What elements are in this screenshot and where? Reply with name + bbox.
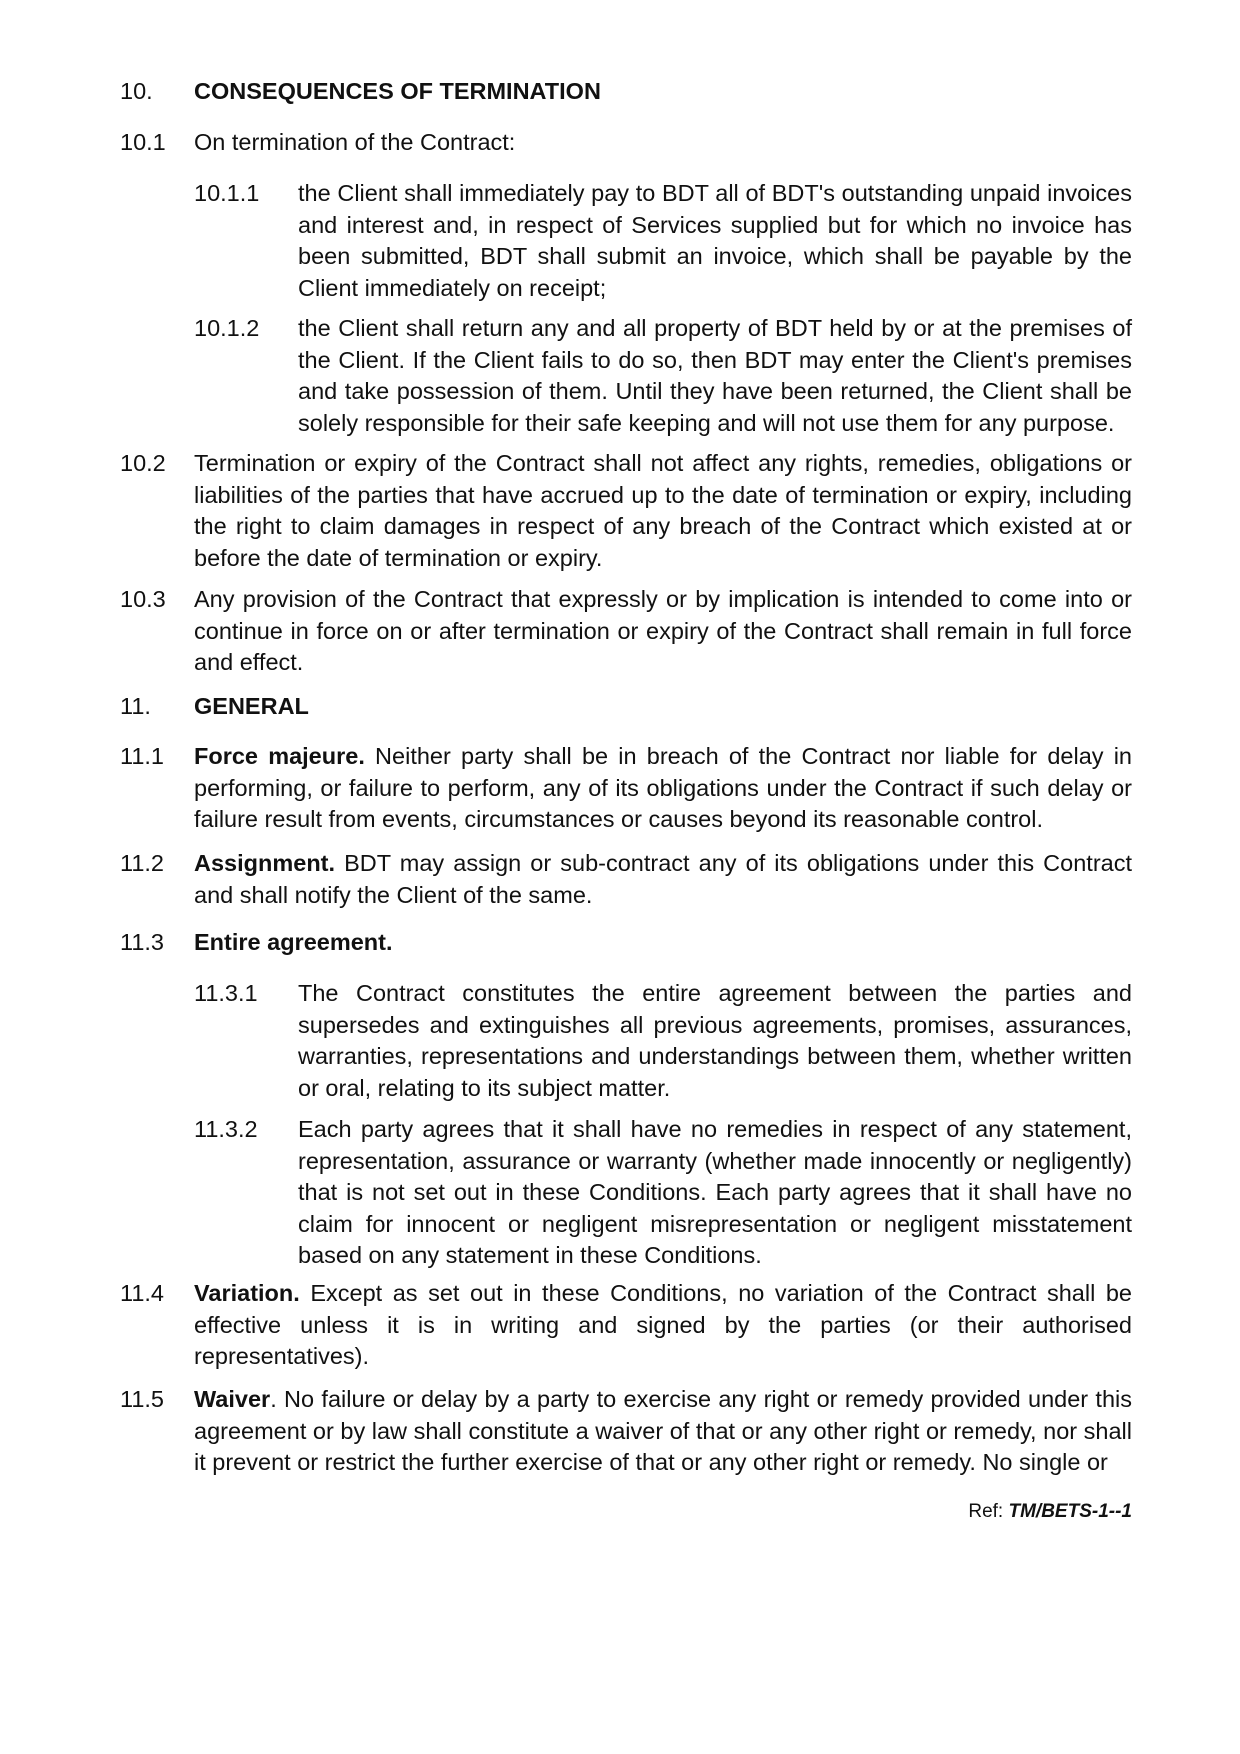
- clause-10-1: [120, 127, 1132, 159]
- clause-text: [194, 1384, 1132, 1479]
- clause-10-2: [120, 448, 1132, 574]
- section-number: 10.: [120, 78, 153, 104]
- clause-11-3: [120, 927, 1132, 959]
- clause-number: 10.3: [120, 586, 166, 612]
- clause-number: 11.3.2: [194, 1116, 258, 1142]
- footer-reference: [968, 1496, 1132, 1528]
- clause-body: Neither party shall be in breach of the Contract nor liable for delay in performing, or failure to perform, any of its obligations under the Contract if such delay or failure result from events, circumstances or causes beyond its reasonable control.: [194, 743, 1132, 832]
- clause-11-4: [120, 1278, 1132, 1373]
- clause-lead: Entire agreement.: [194, 929, 393, 955]
- section-title: CONSEQUENCES OF TERMINATION: [194, 78, 601, 104]
- clause-text: [194, 741, 1132, 836]
- clause-lead: Variation.: [194, 1280, 300, 1306]
- clause-text: Termination or expiry of the Contract shall not affect any rights, remedies, obligations or liabilities of the parties that have accrued up to the date of termination or expiry, including the right to claim damages in respect of any breach of the Contract which existed at or before the date of termination or expiry.: [194, 450, 1132, 571]
- ref-label: Ref:: [968, 1501, 1004, 1522]
- clause-number: 10.2: [120, 450, 166, 476]
- section-11-heading: [120, 691, 1132, 723]
- clause-number: 11.4: [120, 1280, 164, 1306]
- clause-lead: Force majeure.: [194, 743, 365, 769]
- clause-text: Any provision of the Contract that expressly or by implication is intended to come into or continue in force on or after termination or expiry of the Contract shall remain in full force and effect.: [194, 586, 1132, 675]
- clause-text: The Contract constitutes the entire agreement between the parties and supersedes and extinguishes all previous agreements, promises, assurances, warranties, representations and understandings between them, whether written or oral, relating to its subject matter.: [298, 980, 1132, 1101]
- clause-body: BDT may assign or sub-contract any of its obligations under this Contract and shall notify the Client of the same.: [194, 850, 1132, 908]
- ref-code: TM/BETS-1--1: [1008, 1501, 1132, 1522]
- clause-text: the Client shall immediately pay to BDT all of BDT's outstanding unpaid invoices and interest and, in respect of Services supplied but for which no invoice has been submitted, BDT shall submit an invoice, which shall be payable by the Client immediately on receipt;: [298, 180, 1132, 301]
- clause-number: 11.3: [120, 929, 164, 955]
- section-title: GENERAL: [194, 693, 309, 719]
- clause-number: 10.1.2: [194, 315, 260, 341]
- clause-lead: Assignment.: [194, 850, 336, 876]
- clause-text: [194, 927, 1132, 959]
- clause-body: . No failure or delay by a party to exercise any right or remedy provided under this agreement or by law shall constitute a waiver of that or any other right or remedy, nor shall it prevent or restrict the further exercise of that or any other right or remedy. No single or: [194, 1386, 1132, 1475]
- clause-11-5: [120, 1384, 1132, 1479]
- clause-number: 11.5: [120, 1386, 164, 1412]
- clause-number: 10.1: [120, 129, 166, 155]
- clause-10-1-2: [194, 313, 1132, 439]
- section-10-heading: [120, 76, 1132, 108]
- clause-10-3: [120, 584, 1132, 679]
- clause-lead: Waiver: [194, 1386, 271, 1412]
- clause-number: 11.1: [120, 743, 164, 769]
- section-number: 11.: [120, 693, 151, 719]
- clause-11-3-1: [194, 978, 1132, 1104]
- clause-text: [194, 848, 1132, 911]
- clause-number: 10.1.1: [194, 180, 260, 206]
- clause-text: On termination of the Contract:: [194, 129, 516, 155]
- clause-number: 11.2: [120, 850, 164, 876]
- clause-text: Each party agrees that it shall have no remedies in respect of any statement, representation, assurance or warranty (whether made innocently or negligently) that is not set out in these Conditions. Each party agrees that it shall have no claim for innocent or negligent misrepresentation or negligent misstatement based on any statement in these Conditions.: [298, 1116, 1132, 1268]
- clause-body: Except as set out in these Conditions, no variation of the Contract shall be effective unless it is in writing and signed by the parties (or their authorised representatives).: [194, 1280, 1132, 1369]
- clause-11-3-2: [194, 1114, 1132, 1272]
- clause-10-1-1: [194, 178, 1132, 304]
- clause-11-2: [120, 848, 1132, 911]
- clause-number: 11.3.1: [194, 980, 258, 1006]
- clause-11-1: [120, 741, 1132, 836]
- clause-text: [194, 1278, 1132, 1373]
- clause-text: the Client shall return any and all property of BDT held by or at the premises of the Client. If the Client fails to do so, then BDT may enter the Client's premises and take possession of them. Until they have been returned, the Client shall be solely responsible for their safe keeping and will not use them for any purpose.: [298, 315, 1132, 436]
